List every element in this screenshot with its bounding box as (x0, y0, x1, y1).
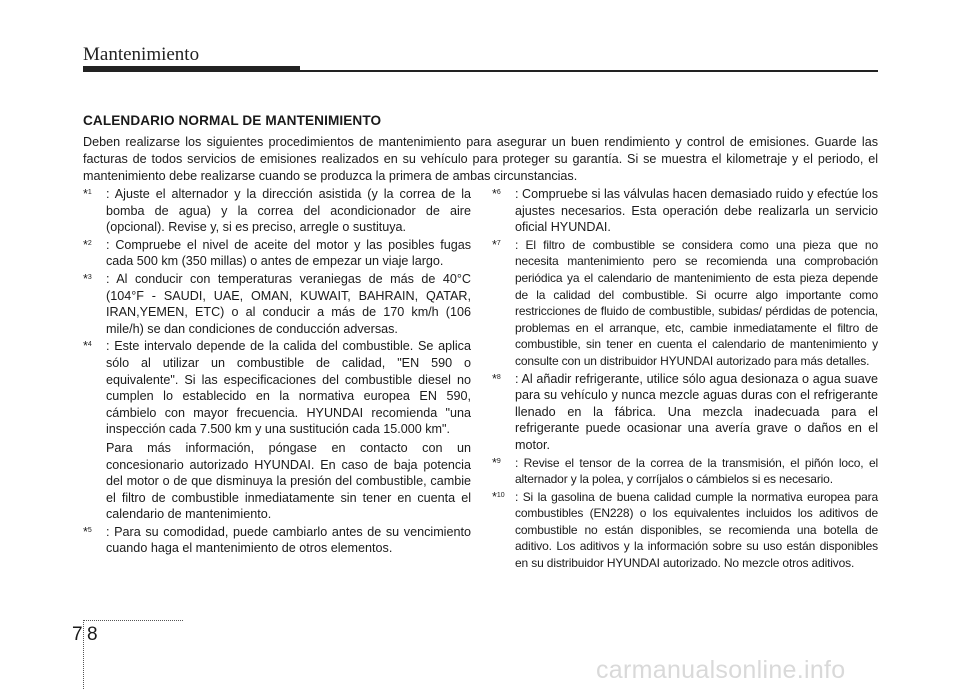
notes-right-column (492, 186, 878, 573)
notes-left-column (83, 186, 471, 558)
footnote-text: : Compruebe si las válvulas hacen demasiado ruido y efectúe los ajustes necesarios. Esta operación debe realizarla un servicio oficial HYUNDAI. (515, 187, 878, 235)
section-title: CALENDARIO NORMAL DE MANTENIMIENTO (83, 113, 382, 128)
footnote-marker: *$^3$ (83, 271, 92, 286)
footnote-marker: *$^2$ (83, 237, 92, 252)
footnote-1 (83, 186, 471, 236)
footnote-text: : Al conducir con temperaturas veraniegas de más de 40°C (104°F - SAUDI, UAE, OMAN, KUWAIT, BAHRAIN, QATAR, IRAN,YEMEN, ETC) o al conducir a más de 170 km/h (106 mile/h) se dan condiciones de conducción adversas. (106, 271, 471, 336)
page-number: 8 (87, 624, 98, 645)
footnote-text: : Al añadir refrigerante, utilice sólo agua desionaza o agua suave para su vehículo y nunca mezcle aguas duras con el refrigerante llenado en la fábrica. Una mezcla inadecuada para el refrigerante puede ocasionar una avería grave o daños en el motor. (515, 371, 878, 452)
footnote-10 (492, 489, 878, 572)
footnote-2 (83, 237, 471, 270)
footnote-4 (83, 338, 471, 438)
footnote-6 (492, 186, 878, 236)
footnote-marker: *$^7$ (492, 237, 501, 252)
footer-divider-horizontal (83, 620, 183, 621)
section-intro: Deben realizarse los siguientes procedimientos de mantenimiento para asegurar un buen rendimiento y control de emisiones. Guarde las facturas de todos servicios de emisiones realizados en su vehículo para proteger su garantía. Si se muestra el kilometraje y el periodo, el mantenimiento debe realizarse cuando se produzca la primera de ambas circunstancias. (83, 135, 878, 183)
footnote-marker: *$^1$ (83, 187, 92, 201)
footnote-9 (492, 455, 878, 488)
footnote-marker: *$^4$ (83, 339, 92, 354)
footnote-4-continuation: Para más información, póngase en contacto con un concesionario autorizado HYUNDAI. En caso de baja potencia del motor o de que disminuya la presión del combustible, cambie el filtro de combustible inmediatamente sin tener en cuenta el calendario de mantenimiento. (106, 440, 471, 522)
footnote-marker: *$^8$ (492, 371, 501, 386)
footnote-3 (83, 271, 471, 337)
header-rule-thin (300, 70, 878, 72)
footnote-7 (492, 237, 878, 370)
page-header-title: Mantenimiento (83, 44, 200, 65)
footnote-8 (492, 371, 878, 454)
footnote-text: : Compruebe el nivel de aceite del motor y las posibles fugas cada 500 km (350 millas) o antes de empezar un viaje largo. (106, 237, 471, 269)
footnote-text: : Este intervalo depende de la calida del combustible. Se aplica sólo al utilizar un combustible de calidad, "EN 590 o equivalente". Si las especificaciones del combustible diesel no cumplen lo establecido en la normativa europea EN 590, cámbielo con mayor frecuencia. HYUNDAI recomienda "una inspección cada 7.500 km y una sustitución cada 15.000 km". (106, 339, 471, 437)
footnote-marker: *$^5$ (83, 524, 92, 539)
footnote-marker: *$^{10}$ (492, 489, 505, 504)
footnote-5 (83, 524, 471, 557)
footnote-text: : Si la gasolina de buena calidad cumple la normativa europea para combustibles (EN228) o los equivalentes incluidos los aditivos de combustible no están disponibles, se recomienda una botella de aditivo. Los aditivos y la información sobre su uso están disponibles en su distribuidor HYUNDAI autorizado. No mezcle otros aditivos. (515, 489, 878, 571)
page-section-number: 7 (72, 624, 83, 645)
footer-divider-vertical (83, 620, 84, 689)
footnote-text: : El filtro de combustible se considera como una pieza que no necesita mantenimiento pero se recomienda una comprobación periódica ya el calendario de mantenimiento de esta pieza depende de la calidad del combustible. Si ocurre algo importante como restricciones de fluido de combustible, subidas/ pérdidas de potencia, problemas en el arranque, etc, cambie inmediatamente el filtro de combustible, sin tener en cuenta el calendario de mantenimiento y consulte con un distribuidor HYUNDAI autorizado para más detalles. (515, 237, 878, 368)
footnote-marker: *$^6$ (492, 187, 501, 201)
footnote-text: : Para su comodidad, puede cambiarlo antes de su vencimiento cuando haga el mantenimiento de otros elementos. (106, 524, 471, 556)
footnote-text: : Revise el tensor de la correa de la transmisión, el piñón loco, el alternador y la polea, y corríjalos o cámbielos si es necesario. (515, 455, 878, 487)
footnote-text: : Ajuste el alternador y la dirección asistida (y la correa de la bomba de agua) y la correa del acondicionador de aire (opcional). Revise y, si es preciso, arregle o sustituya. (106, 187, 471, 235)
watermark: carmanualsonline.info (596, 656, 846, 684)
header-rule-thick (83, 66, 300, 72)
footnote-marker: *$^9$ (492, 455, 501, 470)
